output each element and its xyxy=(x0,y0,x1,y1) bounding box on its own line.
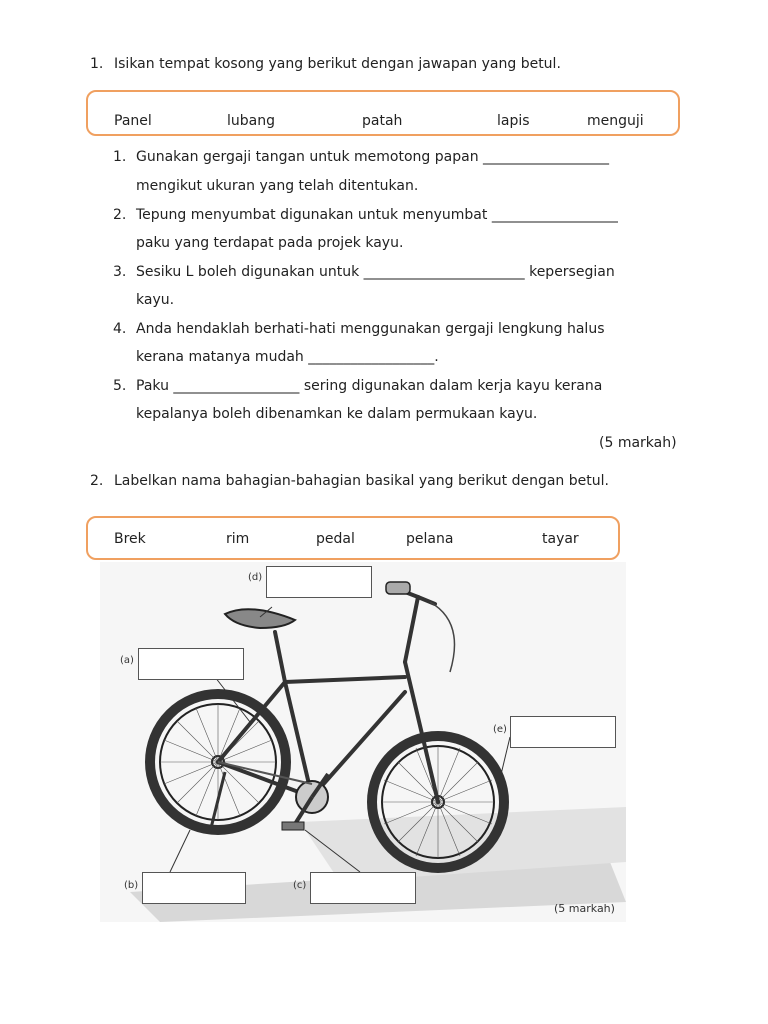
answer-box-d[interactable] xyxy=(266,566,372,598)
q1-marks: (5 markah) xyxy=(599,435,677,451)
word-bank-item: lubang xyxy=(227,113,275,129)
item-number: 3. xyxy=(113,264,127,280)
answer-box-b[interactable] xyxy=(142,872,246,904)
q1-number: 1. xyxy=(90,56,104,72)
label-letter-a: (a) xyxy=(120,655,134,666)
item-number: 2. xyxy=(113,207,127,223)
answer-box-a[interactable] xyxy=(138,648,244,680)
item-number: 5. xyxy=(113,378,127,394)
answer-box-e[interactable] xyxy=(510,716,616,748)
kickstand xyxy=(210,772,225,832)
q1-instruction: Isikan tempat kosong yang berikut dengan jawapan yang betul. xyxy=(114,56,561,72)
saddle xyxy=(225,609,295,628)
item-number: 4. xyxy=(113,321,127,337)
word-bank-item: patah xyxy=(362,113,403,129)
item-number: 1. xyxy=(113,149,127,165)
q1-word-bank xyxy=(86,90,680,136)
label-letter-b: (b) xyxy=(124,880,139,891)
item-line: Tepung menyumbat digunakan untuk menyumbat __________________ xyxy=(136,207,618,223)
item-line: mengikut ukuran yang telah ditentukan. xyxy=(136,178,419,194)
word-bank-item: lapis xyxy=(497,113,530,129)
bicycle-figure xyxy=(100,562,626,922)
q2-number: 2. xyxy=(90,473,104,489)
word-bank-item: rim xyxy=(226,531,250,547)
word-bank-item: pedal xyxy=(316,531,355,547)
handle-grip xyxy=(386,582,410,594)
item-line: Anda hendaklah berhati-hati menggunakan gergaji lengkung halus xyxy=(136,321,605,337)
word-bank-item: menguji xyxy=(587,113,644,129)
label-letter-c: (c) xyxy=(293,880,307,891)
brake-cable xyxy=(430,602,455,672)
item-line: Gunakan gergaji tangan untuk memotong papan __________________ xyxy=(136,149,610,165)
label-letter-d: (d) xyxy=(248,572,263,583)
pedal xyxy=(282,822,304,830)
item-line: kayu. xyxy=(136,292,175,308)
item-line: paku yang terdapat pada projek kayu. xyxy=(136,235,404,251)
q2-marks: (5 markah) xyxy=(554,902,615,915)
word-bank-item: Brek xyxy=(114,531,146,547)
item-line: Sesiku L boleh digunakan untuk _______________________ kepersegian xyxy=(136,264,615,280)
word-bank-item: tayar xyxy=(542,531,579,547)
item-line: Paku __________________ sering digunakan dalam kerja kayu kerana xyxy=(136,378,603,394)
word-bank-item: Panel xyxy=(114,113,152,129)
q2-word-bank xyxy=(86,516,620,560)
label-letter-e: (e) xyxy=(493,724,507,735)
word-bank-item: pelana xyxy=(406,531,454,547)
q2-instruction: Labelkan nama bahagian-bahagian basikal yang berikut dengan betul. xyxy=(114,473,609,489)
item-line: kerana matanya mudah __________________. xyxy=(136,349,439,365)
item-line: kepalanya boleh dibenamkan ke dalam permukaan kayu. xyxy=(136,406,538,422)
answer-box-c[interactable] xyxy=(310,872,416,904)
